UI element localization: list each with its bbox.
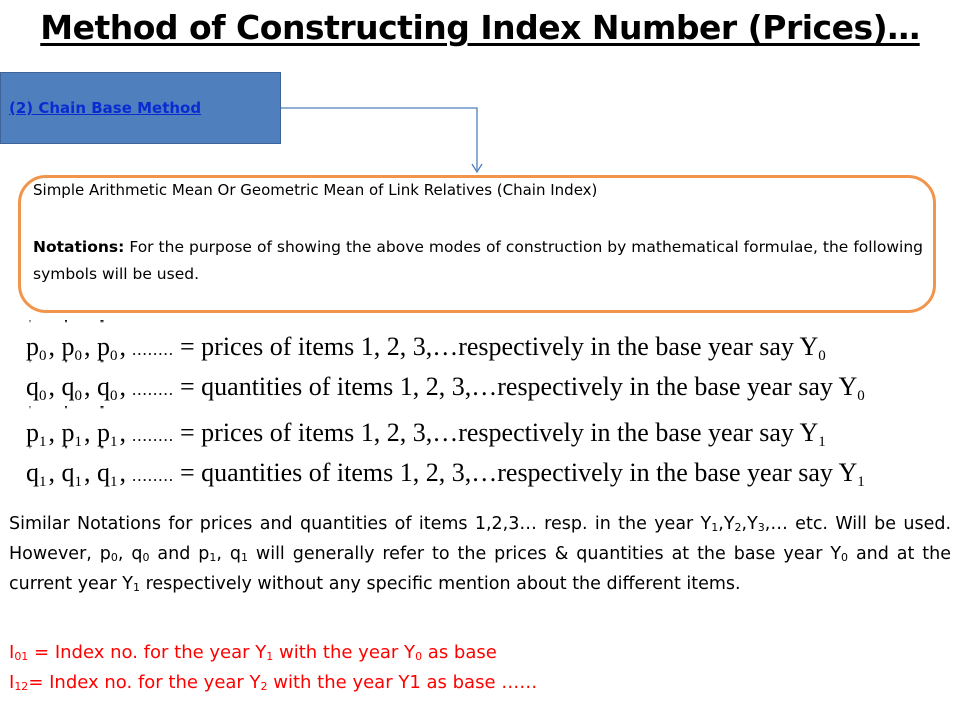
formula-row: p ' $_1$, p '' $_1$, p ''' $_1$, ........ = prices of items 1, 2, 3,…respectively in the base year say $Y_1$ [26,404,826,450]
formula-dots: ........ [132,466,174,485]
formula-year-sub: 1 [818,434,826,450]
formula-year-sub: 1 [857,474,865,490]
formula-year-sub: 0 [818,348,826,364]
formula-row: p ' $_0$, p '' $_0$, p ''' $_0$, ........ = prices of items 1, 2, 3,…respectively in the base year say $Y_0$ [26,318,826,364]
formula-symbol: p '' $_0$ [61,318,82,364]
formula-definition: = quantities of items 1, 2, 3,…respectively in the base year say Y [180,372,858,401]
similar-notations-paragraph: Similar Notations for prices and quantities of items 1,2,3… resp. in the year $Y_1,Y_2,Y_3,\dots$ etc. Will be used. However, $p_0$, $q_0$ and $p_1$, $q_1$ will generally refer to the prices & quantities at the base year $Y_0$ and at the current year $Y_1$ respectively without any specific mention about the different items. [9,514,952,594]
notations-heading: Notations: [33,238,125,256]
formula-symbol: p '' $_1$ [61,404,82,450]
formula-symbol: p ''' $_1$ [97,404,118,450]
formula-symbol: p ' $_1$ [26,404,47,450]
formula-year-sub: 0 [857,388,865,404]
method-label: (2) Chain Base Method [9,99,202,117]
formula-symbol: p ''' $_0$ [97,318,118,364]
formula-definition: = prices of items 1, 2, 3,…respectively in the base year say Y [180,418,819,447]
chain-index-description: Simple Arithmetic Mean Or Geometric Mean of Link Relatives (Chain Index) [33,181,598,199]
formula-symbol: q '' $_1$ [61,444,82,490]
formula-symbol: q ' $_0$ [26,358,47,404]
formula-dots: ........ [132,340,174,359]
formula-symbol: q ' $_1$ [26,444,47,490]
formula-symbol: p ' $_0$ [26,318,47,364]
index-definition-12: $I_{12}=$ Index no. for the year $Y_2$ with the year Y1 as base …… [9,672,538,693]
formula-definition: = prices of items 1, 2, 3,…respectively in the base year say Y [180,332,819,361]
formula-dots: ........ [132,426,174,445]
formula-definition: = quantities of items 1, 2, 3,…respectively in the base year say Y [180,458,858,487]
formula-row: q ' $_0$, q '' $_0$, q ''' $_0$, ........ = quantities of items 1, 2, 3,…respectively in the base year say $Y_0$ [26,358,865,404]
index-definition-01: $I_{01}$ = Index no. for the year $Y_1$ with the year $Y_0$ as base [9,642,497,663]
formula-symbol: q '' $_0$ [61,358,82,404]
formula-symbol: q ''' $_0$ [97,358,118,404]
formula-dots: ........ [132,380,174,399]
notations-text [33,234,923,288]
notations-body: For the purpose of showing the above modes of construction by mathematical formulae, the following symbols will be used. [33,238,923,283]
formula-row: q ' $_1$, q '' $_1$, q ''' $_1$, ........ = quantities of items 1, 2, 3,…respectively in the base year say $Y_1$ [26,444,865,490]
slide-title: Method of Constructing Index Number (Prices)… [40,8,920,47]
formula-symbol: q ''' $_1$ [97,444,118,490]
